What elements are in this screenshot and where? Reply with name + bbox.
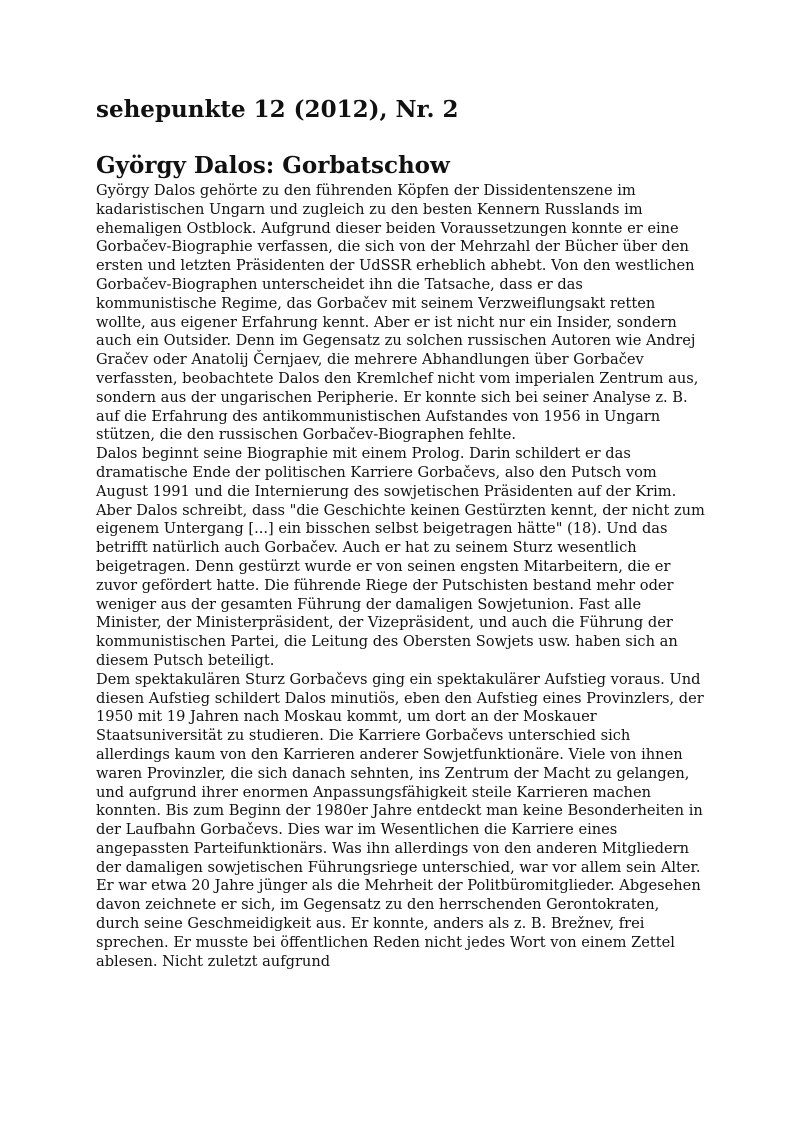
article-title: György Dalos: Gorbatschow — [96, 152, 450, 179]
paragraph-3: Dem spektakulären Sturz Gorbačevs ging ein spektakulärer Aufstieg voraus. Und diesen Aufstieg schildert Dalos minutiös, eben den Aufstieg eines Provinzlers, der 1950 mit 19 Jahren nach Moskau kommt, um dort an der Moskauer Staatsuniversität zu studieren. Die Karriere Gorbačevs unterschied sich allerdings kaum von den Karrieren anderer Sowjetfunktionäre. Viele von ihnen waren Provinzler, die sich danach sehnten, ins Zentrum der Macht zu gelangen, und aufgrund ihrer enormen Anpassungsfähigkeit steile Karrieren machen konnten. Bis zum Beginn der 1980er Jahre entdeckt man keine Besonderheiten in der Laufbahn Gorbačevs. Dies war im Wesentlichen die Karriere eines angepassten Parteifunktionärs. Was ihn allerdings von den anderen Mitgliedern der damaligen sowjetischen Führungsriege unterschied, war vor allem sein Alter. Er war etwa 20 Jahre jünger als die Mehrheit der Politbüromitglieder. Abgesehen davon zeichnete er sich, im Gegensatz zu den herrschenden Gerontokraten, durch seine Geschmeidigkeit aus. Er konnte, anders als z. B. Brežnev, frei sprechen. Er musste bei öffentlichen Reden nicht jedes Wort von einem Zettel ablesen. Nicht zuletzt aufgrund — [96, 670, 704, 970]
paragraph-2: Dalos beginnt seine Biographie mit einem Prolog. Darin schildert er das dramatische Ende der politischen Karriere Gorbačevs, also den Putsch vom August 1991 und die Internierung des sowjetischen Präsidenten auf der Krim. Aber Dalos schreibt, dass "die Geschichte keinen Gestürzten kennt, der nicht zum eigenem Untergang [...] ein bisschen selbst beigetragen hätte" (18). Und das betrifft natürlich auch Gorbačev. Auch er hat zu seinem Sturz wesentlich beigetragen. Denn gestürzt wurde er von seinen engsten Mitarbeitern, die er zuvor gefördert hatte. Die führende Riege der Putschisten bestand mehr oder weniger aus der gesamten Führung der damaligen Sowjetunion. Fast alle Minister, der Ministerpräsident, der Vizepräsident, und auch die Führung der kommunistischen Partei, die Leitung des Obersten Sowjets usw. haben sich an diesem Putsch beteiligt. — [96, 445, 705, 669]
article-body — [96, 182, 706, 971]
document-page — [96, 94, 706, 971]
paragraph-1: György Dalos gehörte zu den führenden Köpfen der Dissidentenszene im kadaristischen Ungarn und zugleich zu den besten Kennern Russlands im ehemaligen Ostblock. Aufgrund dieser beiden Voraussetzungen konnte er eine Gorbačev-Biographie verfassen, die sich von der Mehrzahl der Bücher über den ersten und letzten Präsidenten der UdSSR erheblich abhebt. Von den westlichen Gorbačev-Biographen unterscheidet ihn die Tatsache, dass er das kommunistische Regime, das Gorbačev mit seinem Verzweiflungsakt retten wollte, aus eigener Erfahrung kennt. Aber er ist nicht nur ein Insider, sondern auch ein Outsider. Denn im Gegensatz zu solchen russischen Autoren wie Andrej Gračev oder Anatolij Černjaev, die mehrere Abhandlungen über Gorbačev verfassten, beobachtete Dalos den Kremlchef nicht vom imperialen Zentrum aus, sondern aus der ungarischen Peripherie. Er konnte sich bei seiner Analyse z. B. auf die Erfahrung des antikommunistischen Aufstandes von 1956 in Ungarn stützen, die den russischen Gorbačev-Biographen fehlte. — [96, 182, 699, 444]
journal-title: sehepunkte 12 (2012), Nr. 2 — [96, 96, 459, 123]
